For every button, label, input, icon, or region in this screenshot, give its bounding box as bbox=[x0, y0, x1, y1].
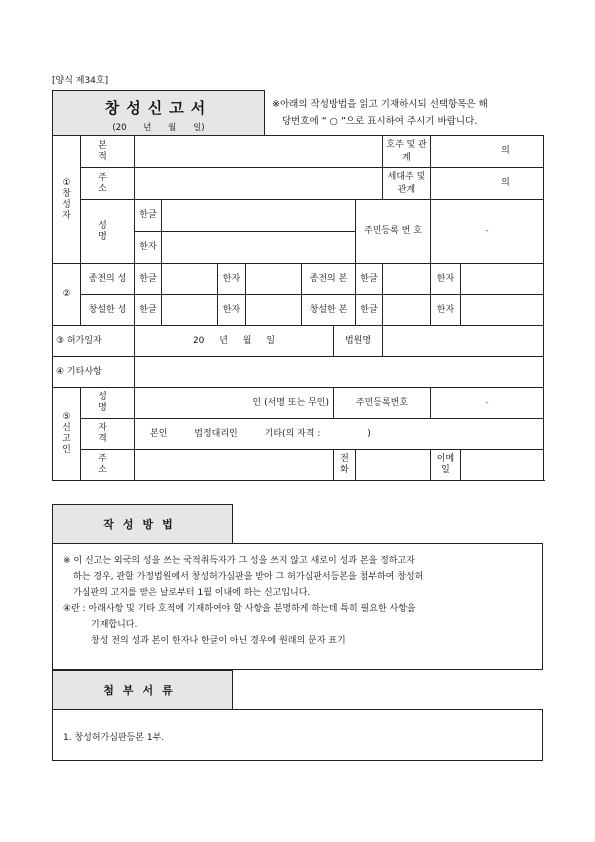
qualification-close-paren: ) bbox=[367, 428, 371, 439]
origin-label: 본 적 bbox=[81, 136, 135, 168]
name-hanja-label: 한자 bbox=[135, 232, 162, 264]
report-form-table bbox=[52, 135, 544, 481]
reporter-section-label: ⑤ 신 고 인 bbox=[53, 388, 81, 481]
title-date-line: (20 년 월 일) bbox=[112, 123, 205, 133]
instruction-notice bbox=[272, 96, 542, 130]
before-given-label: 종전의 본 bbox=[302, 264, 356, 295]
names-section-label: ② bbox=[53, 264, 81, 326]
applicant-rrn-label: 주민등록 번 호 bbox=[356, 200, 431, 264]
reporter-signature-field[interactable]: 인 (서명 또는 무인) bbox=[135, 388, 334, 419]
before-given-hangul-label: 한글 bbox=[356, 264, 383, 295]
new-surname-hangul-field[interactable] bbox=[162, 295, 218, 326]
method-line-4: ④란 : 아래사항 및 기타 호적에 기재하여야 할 사항을 분명하게 하는데 특히 필요한 사항을 bbox=[63, 604, 416, 614]
notice-line-2: 당번호에 “ ○ ”으로 표시하여 주시기 바랍니다. bbox=[282, 116, 478, 127]
applicant-section-label: ① 창 성 자 bbox=[53, 136, 81, 264]
before-surname-hangul-field[interactable] bbox=[162, 264, 218, 295]
permit-date-field[interactable]: 20 년 월 일 bbox=[135, 326, 334, 357]
name-hangul-field[interactable] bbox=[162, 200, 356, 232]
new-given-hanja-label: 한자 bbox=[431, 295, 461, 326]
new-given-hanja-field[interactable] bbox=[461, 295, 544, 326]
method-line-2: 하는 경우, 관할 가정법원에서 창성허가심판을 받아 그 허가심판서등본을 첨부하여 창성허 bbox=[73, 572, 424, 582]
email-field[interactable] bbox=[461, 450, 544, 481]
origin-field[interactable] bbox=[135, 136, 383, 168]
other-items-field[interactable] bbox=[135, 357, 544, 388]
phone-field[interactable] bbox=[356, 450, 431, 481]
qualification-self-option[interactable]: 본인 bbox=[150, 428, 168, 439]
household-field[interactable]: 의 bbox=[431, 136, 544, 168]
form-number: [양식 제34호] bbox=[52, 76, 109, 86]
reporter-name-label: 성 명 bbox=[81, 388, 135, 419]
qualification-agent-option[interactable]: 법정대리인 bbox=[194, 428, 238, 439]
new-given-hangul-label: 한글 bbox=[356, 295, 383, 326]
attachments-heading: 첨부서류 bbox=[52, 670, 233, 710]
household-label: 호주 및 관 계 bbox=[383, 136, 431, 168]
reporter-address-label: 주 소 bbox=[81, 450, 135, 481]
name-hangul-label: 한글 bbox=[135, 200, 162, 232]
court-name-field[interactable] bbox=[383, 326, 544, 357]
new-surname-hangul-label: 한글 bbox=[135, 295, 162, 326]
title-box bbox=[52, 90, 265, 135]
qualification-other-option[interactable]: 기타(의 자격 : bbox=[264, 428, 321, 439]
email-label: 이메일 bbox=[431, 450, 461, 481]
before-surname-label: 종전의 성 bbox=[81, 264, 135, 295]
before-surname-hangul-label: 한글 bbox=[135, 264, 162, 295]
before-given-hanja-field[interactable] bbox=[461, 264, 544, 295]
new-surname-hanja-label: 한자 bbox=[218, 295, 246, 326]
household-head-label: 세대주 및 관계 bbox=[383, 168, 431, 200]
other-items-label: ④ 기타사항 bbox=[53, 357, 135, 388]
applicant-rrn-field[interactable]: - bbox=[431, 200, 544, 264]
attachment-item-1: 1. 창성허가심판등본 1부. bbox=[63, 733, 165, 743]
notice-line-1: ※아래의 작성방법을 읽고 기재하시되 선택항목은 해 bbox=[272, 99, 488, 110]
phone-label: 전화 bbox=[334, 450, 356, 481]
reporter-address-field[interactable] bbox=[135, 450, 334, 481]
method-box bbox=[52, 543, 543, 670]
new-given-hangul-field[interactable] bbox=[383, 295, 431, 326]
before-given-hangul-field[interactable] bbox=[383, 264, 431, 295]
method-line-6: 창성 전의 성과 본이 한자나 한글이 아닌 경우에 원래의 문자 표기 bbox=[91, 636, 346, 646]
name-hanja-field[interactable] bbox=[162, 232, 356, 264]
before-surname-hanja-label: 한자 bbox=[218, 264, 246, 295]
address-label: 주 소 bbox=[81, 168, 135, 200]
household-head-field[interactable]: 의 bbox=[431, 168, 544, 200]
permit-date-label: ③ 허가일자 bbox=[53, 326, 135, 357]
new-given-label: 창설한 본 bbox=[302, 295, 356, 326]
new-surname-label: 창설한 성 bbox=[81, 295, 135, 326]
before-surname-hanja-field[interactable] bbox=[246, 264, 302, 295]
qualification-label: 자 격 bbox=[81, 419, 135, 450]
reporter-rrn-field[interactable]: - bbox=[431, 388, 544, 419]
court-name-label: 법원명 bbox=[334, 326, 383, 357]
before-given-hanja-label: 한자 bbox=[431, 264, 461, 295]
attachments-box bbox=[52, 709, 543, 761]
applicant-name-label: 성 명 bbox=[81, 200, 135, 264]
method-line-5: 기재합니다. bbox=[91, 620, 138, 630]
method-heading: 작성방법 bbox=[52, 504, 233, 544]
qualification-field[interactable] bbox=[135, 419, 544, 450]
address-field[interactable] bbox=[135, 168, 383, 200]
reporter-rrn-label: 주민등록번호 bbox=[334, 388, 431, 419]
method-line-1: ※ 이 신고는 외국의 성을 쓰는 국적취득자가 그 성을 쓰지 않고 새로이 성과 본을 정하고자 bbox=[63, 556, 415, 566]
method-line-3: 가심판의 고지를 받은 날로부터 1월 이내에 하는 신고입니다. bbox=[73, 588, 311, 598]
form-title: 창성신고서 bbox=[104, 99, 213, 117]
new-surname-hanja-field[interactable] bbox=[246, 295, 302, 326]
